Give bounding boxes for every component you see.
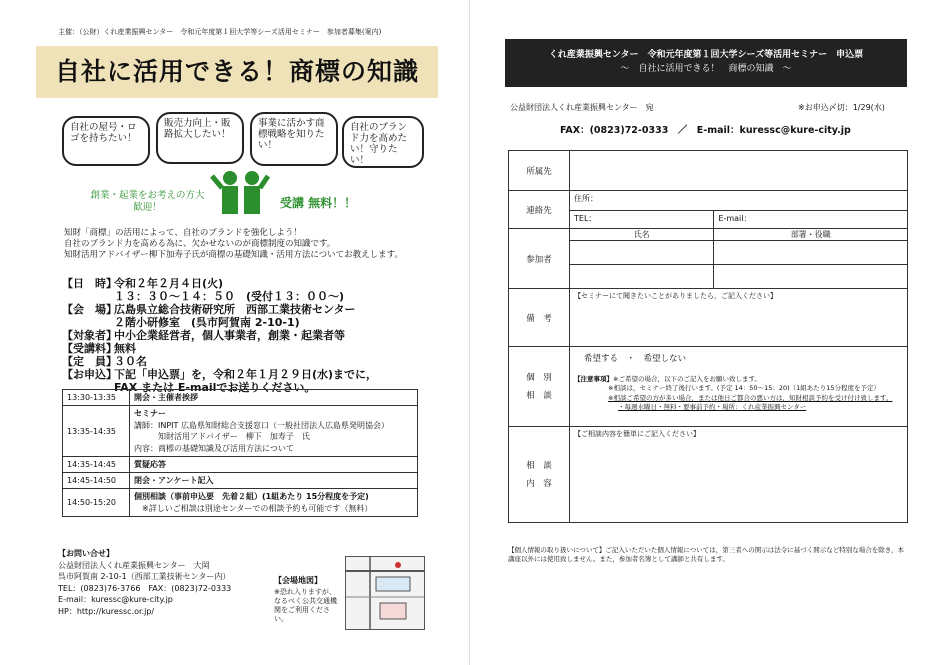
schedule-item: 知財活用アドバイザー 柳下 加寿子 氏 bbox=[134, 432, 310, 441]
application-form bbox=[508, 150, 908, 523]
map-heading: 【会場地図】 bbox=[274, 576, 322, 585]
bubble-4: 自社のブランド力を高めたい！守りたい！ bbox=[342, 116, 424, 168]
intro-line: 知財「商標」の活用によって、自社のブランドを強化しよう！ bbox=[64, 228, 302, 238]
address-field[interactable] bbox=[570, 191, 908, 211]
people-icon bbox=[210, 170, 270, 216]
email-field[interactable] bbox=[714, 211, 908, 229]
schedule-item: 個別相談（事前申込要 先着２組）(1組あたり 15分程度を予定) bbox=[134, 492, 369, 501]
map-note-block bbox=[274, 576, 342, 624]
company-field[interactable] bbox=[570, 151, 908, 191]
intro bbox=[64, 228, 403, 261]
bubble-3: 事業に活かす商標戦略を知りたい！ bbox=[250, 112, 338, 166]
participant-name-field[interactable] bbox=[570, 265, 714, 289]
contact-line: 公益財団法人くれ産業振興センター 大岡 bbox=[58, 560, 210, 570]
tel-label: TEL： bbox=[574, 214, 597, 223]
schedule-time: 13:35-14:35 bbox=[63, 406, 130, 457]
schedule-row bbox=[63, 489, 418, 517]
participant-dept-field[interactable] bbox=[714, 241, 908, 265]
contact-label: 連絡先 bbox=[509, 191, 570, 229]
consult-choice[interactable]: 希望する ・ 希望しない bbox=[584, 354, 687, 364]
detail-value: 令和２年２月４日(火) bbox=[114, 277, 224, 290]
remarks-field[interactable] bbox=[570, 289, 908, 347]
schedule-time: 14:45-14:50 bbox=[63, 473, 130, 489]
schedule-table bbox=[62, 389, 418, 517]
form-title: くれ産業振興センター 令和元年度第１回大学シーズ等活用セミナー 申込票 bbox=[548, 50, 864, 60]
detail-value: FAX または E-mailでお送りください。 bbox=[114, 381, 316, 394]
schedule-item: 講師：INPIT 広島県知財総合支援窓口（一般社団法人広島県発明協会） bbox=[134, 420, 389, 430]
schedule-item: セミナー bbox=[134, 409, 166, 418]
contact-line: TEL：(0823)76-3766 FAX：(0823)72-0333 bbox=[58, 583, 232, 593]
note-line: ※ご希望の場合，以下のご記入をお願い致します。 bbox=[613, 374, 761, 383]
note-line: ※相談ご希望の方が多い場合，または他日ご都合の悪い方は，知財相談予約を受け付け致します。 bbox=[608, 393, 893, 402]
participant-name-field[interactable] bbox=[570, 241, 714, 265]
detail-value: 下記「申込票」を，令和２年１月２９日(水)までに， bbox=[114, 368, 378, 381]
name-column: 氏名 bbox=[570, 229, 714, 241]
consult-content-hint: 【ご相談内容を簡単にご記入ください】 bbox=[574, 430, 700, 438]
contact-heading: 【お問い合せ】 bbox=[58, 549, 114, 558]
map-note: ※恐れ入りますが、なるべく公共交通機関をご利用ください。 bbox=[274, 588, 337, 623]
company-label: 所属先 bbox=[509, 151, 570, 191]
page-title: 自社に活用できる！商標の知識 bbox=[54, 57, 419, 86]
detail-label: 【対象者】 bbox=[62, 329, 117, 342]
intro-line: 知財活用アドバイザー柳下加寿子氏が商標の基礎知識・活用方法についてお教えします。 bbox=[64, 250, 403, 260]
schedule-row bbox=[63, 457, 418, 473]
welcome-text: 創業・起業をお考えの方大歓迎！ bbox=[90, 190, 205, 213]
consult-content-label: 相 談 内 容 bbox=[509, 427, 570, 523]
contact-block bbox=[58, 548, 231, 617]
application-form-page bbox=[470, 0, 940, 665]
privacy-note: 【個人情報の取り扱いについて】ご記入いただいた個人情報については，第三者への開示は法令に基づく開示など特別な場合を除き，本講座以外には使用致しません。また，参加者名簿として講師と共有します。 bbox=[508, 546, 904, 563]
notes-heading: 【注意事項】 bbox=[574, 374, 613, 383]
note-line: ・毎週水曜日・無料・要事前予約・場所：くれ産業振興センター bbox=[618, 403, 807, 411]
schedule-row bbox=[63, 473, 418, 489]
contact-homepage[interactable]: HP：http://kuressc.or.jp/ bbox=[58, 606, 155, 616]
detail-value: １３：３０～１４：５０ (受付１３：００～) bbox=[114, 290, 345, 303]
contact-line: 呉市阿賀南 2-10-1（西部工業技術センター内） bbox=[58, 572, 231, 581]
detail-value: ３０名 bbox=[114, 355, 147, 368]
detail-value: 広島県立総合技術研究所 西部工業技術センター bbox=[114, 303, 356, 316]
detail-value: ２階小研修室 (呉市阿賀南 2-10-1) bbox=[114, 316, 300, 329]
organizer-line: 主催：（公財）くれ産業振興センター 令和元年度第１回大学等シーズ活用セミナー 参加者募集(案内) bbox=[58, 28, 382, 36]
schedule-row bbox=[63, 406, 418, 457]
remarks-label: 備 考 bbox=[509, 289, 570, 347]
detail-label: 【定 員】 bbox=[62, 355, 117, 368]
consult-label: 個 別 相 談 bbox=[509, 347, 570, 427]
dept-column: 部署・役職 bbox=[714, 229, 908, 241]
note-line: ※相談は，セミナー終了後行います。(予定 14：50〜15：20)（1組あたり15分程度を予定） bbox=[608, 384, 881, 392]
fax-email: FAX：(0823)72-0333 ／ E-mail：kuressc@kure-city.jp bbox=[560, 125, 851, 136]
detail-value: 無料 bbox=[114, 342, 136, 355]
detail-label: 【会 場】 bbox=[62, 303, 117, 316]
address-label: 住所： bbox=[574, 194, 598, 203]
free-label: 受講 無料！！ bbox=[280, 196, 357, 210]
participant-dept-field[interactable] bbox=[714, 265, 908, 289]
schedule-item: 質疑応答 bbox=[134, 460, 166, 469]
intro-line: 自社のブランド力を高める為に、欠かせないのが商標制度の知識です。 bbox=[64, 239, 336, 249]
detail-label: 【お申込】 bbox=[62, 368, 117, 381]
deadline: ※お申込〆切：1/29(水) bbox=[798, 103, 885, 112]
schedule-time: 13:30-13:35 bbox=[63, 390, 130, 406]
tel-field[interactable] bbox=[570, 211, 714, 229]
schedule-item: 内容：商標の基礎知識及び活用方法について bbox=[134, 443, 294, 453]
schedule-item: ※詳しいご相談は別途センターでの相談予約も可能です（無料） bbox=[134, 503, 373, 513]
map-icon bbox=[346, 557, 424, 629]
bubble-1: 自社の屋号・ロゴを持ちたい！ bbox=[62, 116, 150, 166]
remarks-hint: 【セミナーにて聞きたいことがありましたら，ご記入ください】 bbox=[574, 292, 777, 300]
detail-value: 中小企業経営者，個人事業者，創業・起業者等 bbox=[114, 329, 345, 342]
form-header bbox=[505, 39, 907, 87]
participants-label: 参加者 bbox=[509, 229, 570, 289]
detail-label: 【日 時】 bbox=[62, 277, 117, 290]
email-label: E-mail： bbox=[718, 214, 752, 223]
schedule-time: 14:35-14:45 bbox=[63, 457, 130, 473]
venue-map bbox=[345, 556, 425, 630]
contact-email[interactable]: E-mail：kuressc@kure-city.jp bbox=[58, 595, 173, 604]
bubble-2: 販売力向上・販路拡大したい！ bbox=[156, 112, 244, 164]
schedule-item: 開会・主催者挨拶 bbox=[134, 393, 198, 402]
addressee: 公益財団法人くれ産業振興センター 宛 bbox=[510, 103, 654, 112]
schedule-time: 14:50-15:20 bbox=[63, 489, 130, 517]
detail-label: 【受講料】 bbox=[62, 342, 117, 355]
form-subtitle: 〜 自社に活用できる！ 商標の知識 〜 bbox=[620, 64, 792, 74]
consult-content-field[interactable] bbox=[570, 427, 908, 523]
details bbox=[62, 277, 377, 394]
schedule-row bbox=[63, 390, 418, 406]
schedule-item: 閉会・アンケート記入 bbox=[134, 476, 214, 485]
